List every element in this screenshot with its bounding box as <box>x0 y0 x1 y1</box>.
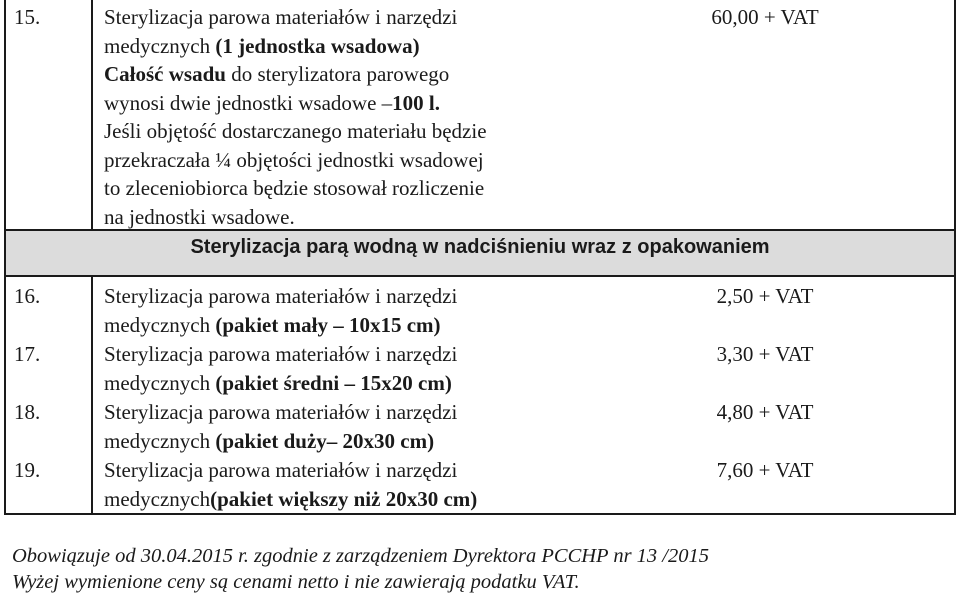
row-17-price: 3,30 + VAT <box>716 342 814 366</box>
row-18-line-1: Sterylizacja parowa materiałów i narzędzi <box>104 400 458 424</box>
row-15-line-7: to zleceniobiorca będzie stosował rozliczenie <box>104 176 485 200</box>
row-15-line-4 <box>104 89 574 118</box>
row-15-line-4-text: wynosi dwie jednostki wsadowe – <box>104 90 393 115</box>
row-19-line-2-bold: (pakiet większy niż 20x30 cm) <box>210 486 478 511</box>
row-15-line-3 <box>104 60 574 89</box>
row-16-line-2 <box>104 311 574 340</box>
footer-effective-date: Obowiązuje od 30.04.2015 r. zgodnie z zarządzeniem Dyrektora PCCHP nr 13 /2015 <box>12 545 709 567</box>
row-18-price: 4,80 + VAT <box>716 400 814 424</box>
row-17-number: 17. <box>14 342 41 366</box>
row-15-line-2 <box>104 32 574 61</box>
row-16-description <box>104 282 574 339</box>
row-15-line-2-text: medycznych <box>104 33 216 58</box>
row-16-line-2-text: medycznych <box>104 312 216 337</box>
column-divider-number-lower <box>91 276 93 515</box>
row-19-price: 7,60 + VAT <box>716 458 814 482</box>
row-18-description <box>104 398 574 455</box>
row-19-number: 19. <box>14 458 41 482</box>
row-19-line-2 <box>104 485 574 514</box>
table-border-bottom <box>4 513 956 515</box>
row-15-line-5: Jeśli objętość dostarczanego materiału będzie <box>104 119 487 143</box>
section-title: Sterylizacja parą wodną w nadciśnieniu wraz z opakowaniem <box>190 236 770 258</box>
row-17-line-2-text: medycznych <box>104 370 216 395</box>
row-15-line-3-text: do sterylizatora parowego <box>225 62 450 86</box>
column-divider-number <box>91 0 93 230</box>
row-19-line-2-text: medycznych <box>104 486 211 511</box>
row-16-number: 16. <box>14 284 41 308</box>
row-18-number: 18. <box>14 400 41 424</box>
row-17-line-1: Sterylizacja parowa materiałów i narzędzi <box>104 342 458 366</box>
row-15-line-8: na jednostki wsadowe. <box>104 204 295 229</box>
row-15-line-1: Sterylizacja parowa materiałów i narzędzi <box>104 5 458 29</box>
row-15-description <box>104 3 574 231</box>
row-19-description <box>104 456 574 513</box>
row-19-line-1: Sterylizacja parowa materiałów i narzędzi <box>104 458 458 482</box>
row-16-line-2-bold: (pakiet mały – 10x15 cm) <box>215 312 441 337</box>
row-18-line-2-bold: (pakiet duży– 20x30 cm) <box>215 428 435 453</box>
row-15-line-4-bold: 100 l. <box>392 90 440 115</box>
row-17-line-2 <box>104 369 574 398</box>
footer-net-price-note: Wyżej wymienione ceny są cenami netto i nie zawierają podatku VAT. <box>12 571 580 593</box>
row-18-line-2-text: medycznych <box>104 428 216 453</box>
row-17-description <box>104 340 574 397</box>
row-18-line-2 <box>104 427 574 456</box>
row-15-line-3-bold: Całość wsadu <box>104 62 226 86</box>
row-16-price: 2,50 + VAT <box>716 284 814 308</box>
row-16-line-1: Sterylizacja parowa materiałów i narzędzi <box>104 284 458 308</box>
section-band-bottom-border <box>4 275 956 277</box>
row-15-line-2-bold: (1 jednostka wsadowa) <box>215 33 420 58</box>
row-17-line-2-bold: (pakiet średni – 15x20 cm) <box>215 370 452 395</box>
row-15-price: 60,00 + VAT <box>711 5 819 29</box>
row-15-number: 15. <box>14 5 41 29</box>
row-15-line-6: przekraczała ¼ objętości jednostki wsadowej <box>104 147 484 172</box>
